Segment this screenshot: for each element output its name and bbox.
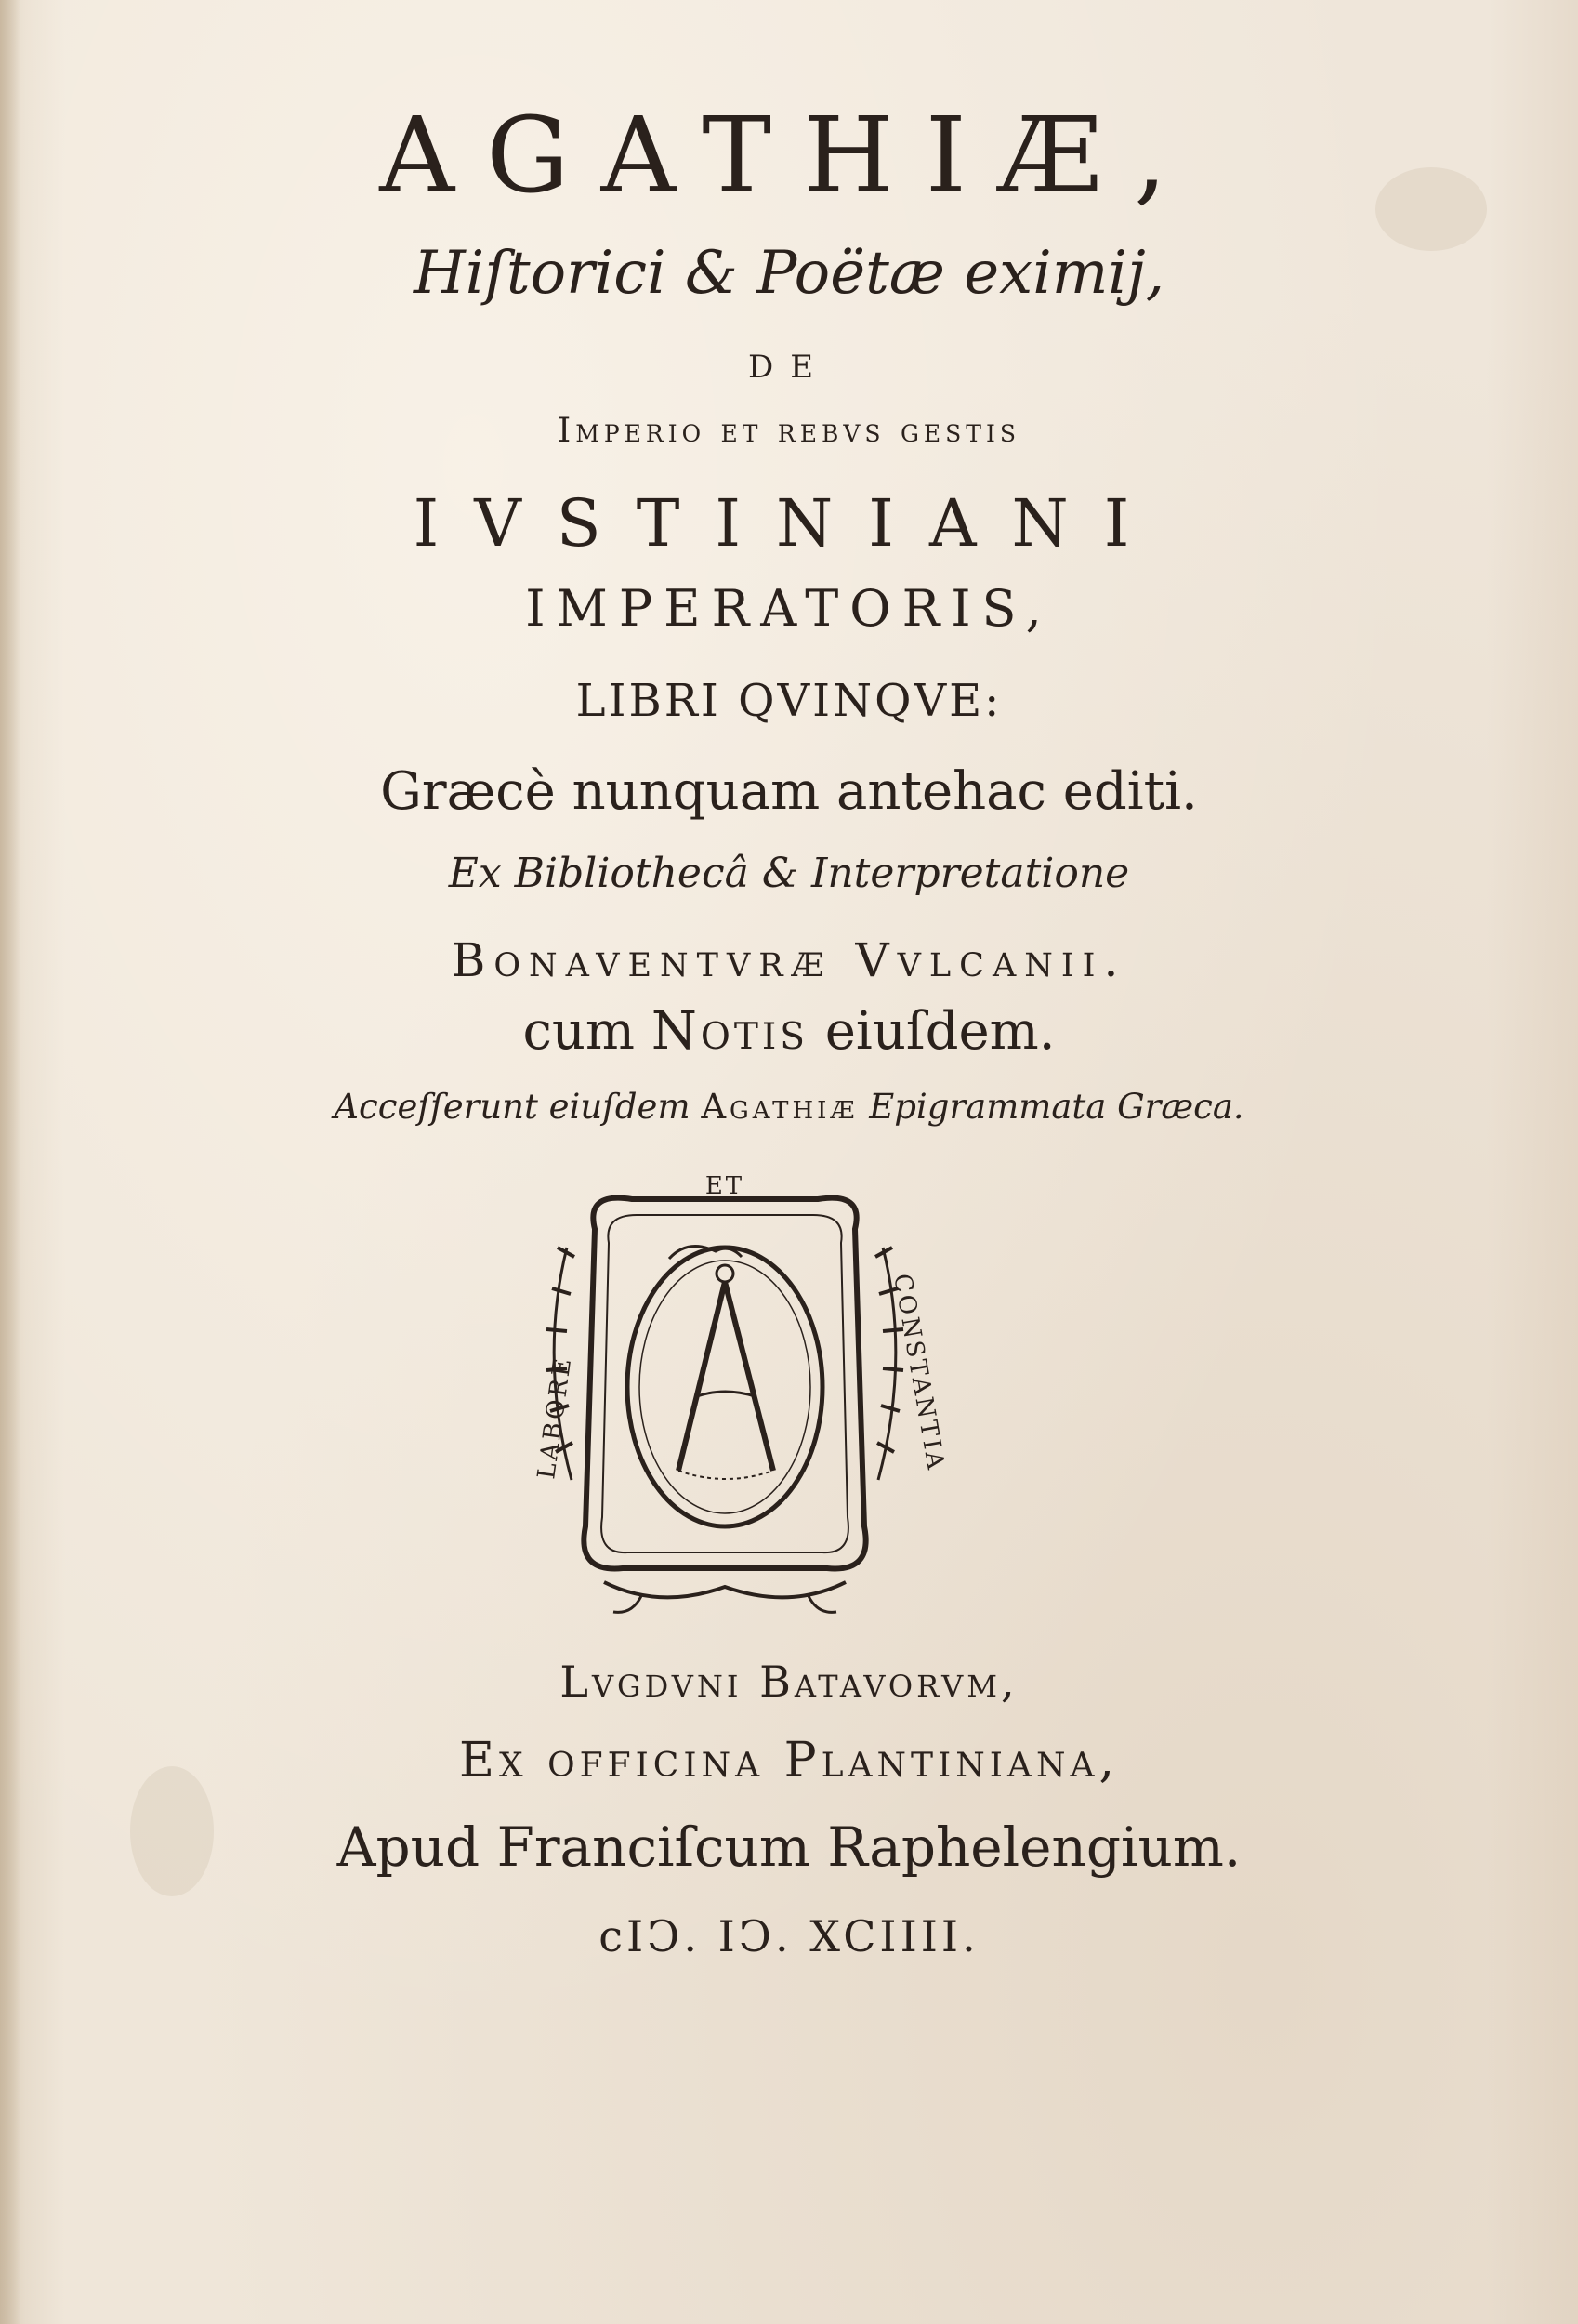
addition-line xyxy=(0,1087,1578,1127)
addition-agathiae: Agathiæ xyxy=(701,1087,859,1127)
subject-line: Imperio et rebvs gestis xyxy=(558,412,1020,450)
de-line: DE xyxy=(747,349,831,386)
notes-line-notis: Notis xyxy=(651,1001,809,1062)
imprint-printer: Apud Franciſcum Raphelengium. xyxy=(336,1816,1242,1879)
motto-left: LABORE xyxy=(533,1353,578,1481)
emperor-rank: IMPERATORIS, xyxy=(525,579,1053,638)
edition-note: Græcè nunquam antehac editi. xyxy=(380,761,1198,822)
notes-line xyxy=(0,1001,1578,1062)
motto-right: CONSTANTIA xyxy=(888,1272,951,1474)
notes-line-post: eiuſdem. xyxy=(824,1001,1056,1062)
author-title: AGATHIÆ, xyxy=(379,96,1199,217)
books-line: LIBRI QVINQVE: xyxy=(575,675,1003,727)
page-edge xyxy=(0,0,20,2324)
imprint-date: cIↃ. IↃ. XCIIII. xyxy=(598,1911,980,1961)
addition-post: Epigrammata Græca. xyxy=(869,1087,1244,1127)
author-descriptor: Hiſtorici & Poëtæ eximij, xyxy=(413,239,1165,308)
editor-name: Bonaventvræ Vvlcanii. xyxy=(451,933,1127,987)
motto-top: ET xyxy=(704,1172,745,1200)
addition-pre: Acceſſerunt eiuſdem xyxy=(334,1087,690,1127)
notes-line-pre: cum xyxy=(522,1001,636,1062)
source-line: Ex Bibliothecâ & Interpretatione xyxy=(448,850,1130,897)
emperor-name: IVSTINIANI xyxy=(413,485,1165,561)
imprint-press: Ex officina Plantiniana, xyxy=(459,1733,1119,1789)
printer-device-compass-emblem-icon xyxy=(530,1172,951,1619)
imprint-place: Lvgdvni Batavorvm, xyxy=(559,1657,1019,1707)
